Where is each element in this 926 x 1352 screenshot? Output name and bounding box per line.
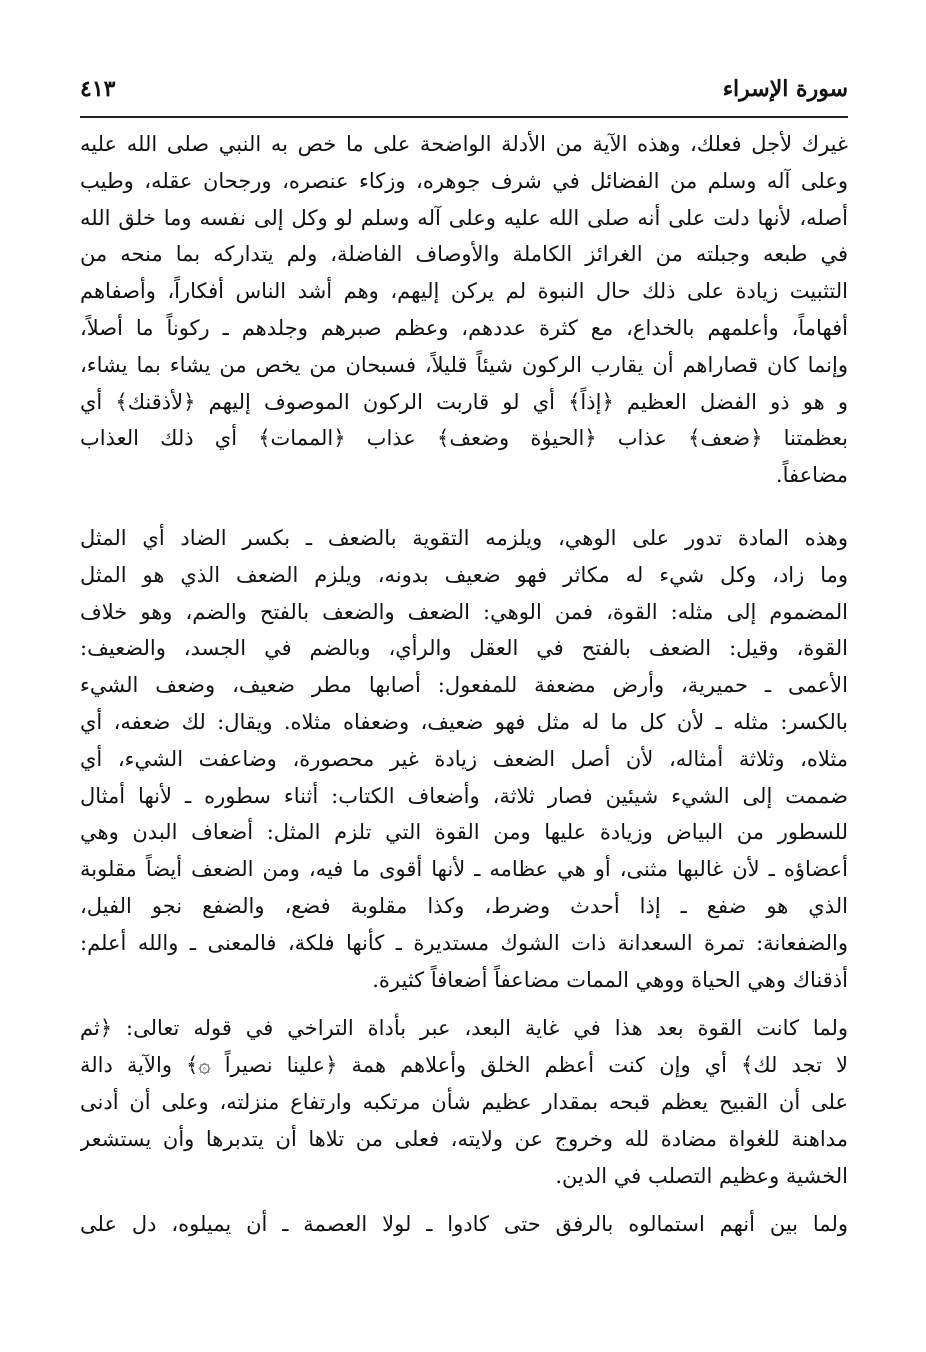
- text-line: مداهنة للغواة مضادة لله وخروج عن ولايته، فعلى من تلاها أن يتدبرها وأن يستشعر: [80, 1126, 848, 1151]
- text-line: مثلاه، وثلاثة أمثاله، لأن أصل الضعف زيادة غير محصورة، وضاعفت الشيء، أي: [80, 746, 848, 771]
- text-line: أصله، لأنها دلت على أنه صلى الله عليه وعلى آله وسلم لو وكل إلى نفسه وما خلق الله: [80, 205, 848, 230]
- text-line: لا تجد لك﴾ أي وإن كنت أعظم الخلق وأعلاهم همة ﴿علينا نصيراً ۞﴾ والآية دالة: [80, 1053, 848, 1078]
- text-line: وهذه المادة تدور على الوهي، ويلزمه التقوية بالضعف ـ بكسر الضاد أي المثل: [80, 525, 848, 550]
- text-line: أفهاماً، وأعلمهم بالخداع، مع كثرة عددهم، وعظم صبرهم وجلدهم ـ ركوناً ما أصلاً،: [80, 315, 848, 340]
- page-body: [80, 126, 848, 1243]
- text-line: بعظمتنا ﴿ضعف﴾ عذاب ﴿الحيوٰة وضعف﴾ عذاب ﴿الممات﴾ أي ذلك العذاب: [80, 426, 848, 451]
- text-line: في طبعه وجبلته من الغرائز الكاملة والأوصاف الفاضلة، ولم يتداركه بما منحه من: [80, 242, 848, 267]
- text-line: مضاعفاً.: [775, 463, 848, 488]
- text-line: القوة، وقيل: الضعف بالفتح في العقل والرأي، وبالضم في الجسد، والضعيف:: [80, 636, 848, 661]
- page-number: ٤١٣: [80, 76, 116, 102]
- paragraph-gap: [80, 998, 848, 1010]
- text-line: وما زاد، وكل شيء له مكاثر فهو ضعيف بدونه، ويلزم الضعف الذي هو المثل: [80, 562, 848, 587]
- text-line: الأعمى ـ حميرية، وأرض مضعفة للمفعول: أصابها مطر ضعيف، وضعف الشيء: [80, 673, 848, 698]
- text-line: و هو ذو الفضل العظيم ﴿إذاً﴾ أي لو قاربت الركون الموصوف إليهم ﴿لأذقنك﴾ أي: [80, 389, 848, 414]
- surah-title: سورة الإسراء: [722, 76, 848, 102]
- text-line: ولما بين أنهم استمالوه بالرفق حتى كادوا ـ لولا العصمة ـ أن يميلوه، دل على: [80, 1212, 848, 1237]
- text-line: غيرك لأجل فعلك، وهذه الآية من الأدلة الواضحة على ما خص به النبي صلى الله عليه: [80, 132, 848, 156]
- text-line: بالكسر: مثله ـ لأن كل ما له مثل فهو ضعيف، وضعفاه مثلاه. ويقال: لك ضعفه، أي: [80, 709, 848, 734]
- text-line: الذي هو ضفع ـ إذا أحدث وضرط، وكذا مقلوبة فضع، والضفع نجو الفيل،: [80, 893, 848, 918]
- page-header: [80, 64, 848, 118]
- text-line: ضممت إلى الشيء شيئين فصار ثلاثة، وأضعاف الكتاب: أثناء سطوره ـ لأنها أمثال: [80, 783, 848, 808]
- paragraph-gap: [80, 1194, 848, 1206]
- text-line: التثبيت زيادة على ذلك حال النبوة لم يركن إليهم، وهم أشد الناس أفكاراً، وأصفاهم: [80, 279, 848, 304]
- text-line: على أن القبيح يعظم قبحه بمقدار عظيم شأن مرتكبه وارتفاع منزلته، وعلى أن أدنى: [80, 1089, 848, 1114]
- text-line: أعضاؤه ـ لأن غالبها مثنى، أو هي عظامه ـ لأنها أقوى ما فيه، ومن الضعف أيضاً مقلوبة: [80, 857, 848, 882]
- paragraph: [80, 520, 848, 998]
- paragraph: [80, 1010, 848, 1194]
- text-line: أذقناك وهي الحياة ووهي الممات مضاعفاً أضعافاً كثيرة.: [372, 967, 848, 992]
- text-line: ولما كانت القوة بعد هذا في غاية البعد، عبر بأداة التراخي في قوله تعالى: ﴿ثم: [80, 1016, 848, 1041]
- paragraph: [80, 126, 848, 494]
- text-line: الخشية وعظيم التصلب في الدين.: [555, 1163, 848, 1188]
- text-line: وعلى آله وسلم من الفضائل في شرف جوهره، وزكاء عنصره، ورجحان عقله، وطيب: [80, 168, 848, 193]
- text-line: المضموم إلى مثله: القوة، فمن الوهي: الضعف والضعف بالفتح والضم، وهو خلاف: [80, 599, 848, 624]
- paragraph: [80, 1206, 848, 1243]
- paragraph-gap: [80, 494, 848, 520]
- text-line: والضفعانة: تمرة السعدانة ذات الشوك مستديرة ـ كأنها فلكة، فالمعنى ـ والله أعلم:: [80, 930, 848, 955]
- text-line: وإنما كان قصاراهم أن يقارب الركون شيئاً قليلاً، فسبحان من يخص من يشاء بما يشاء،: [80, 352, 848, 377]
- text-line: للسطور من البياض وزيادة عليها ومن القوة التي تلزم المثل: أضعاف البدن وهي: [80, 820, 848, 845]
- header-divider: [80, 116, 848, 118]
